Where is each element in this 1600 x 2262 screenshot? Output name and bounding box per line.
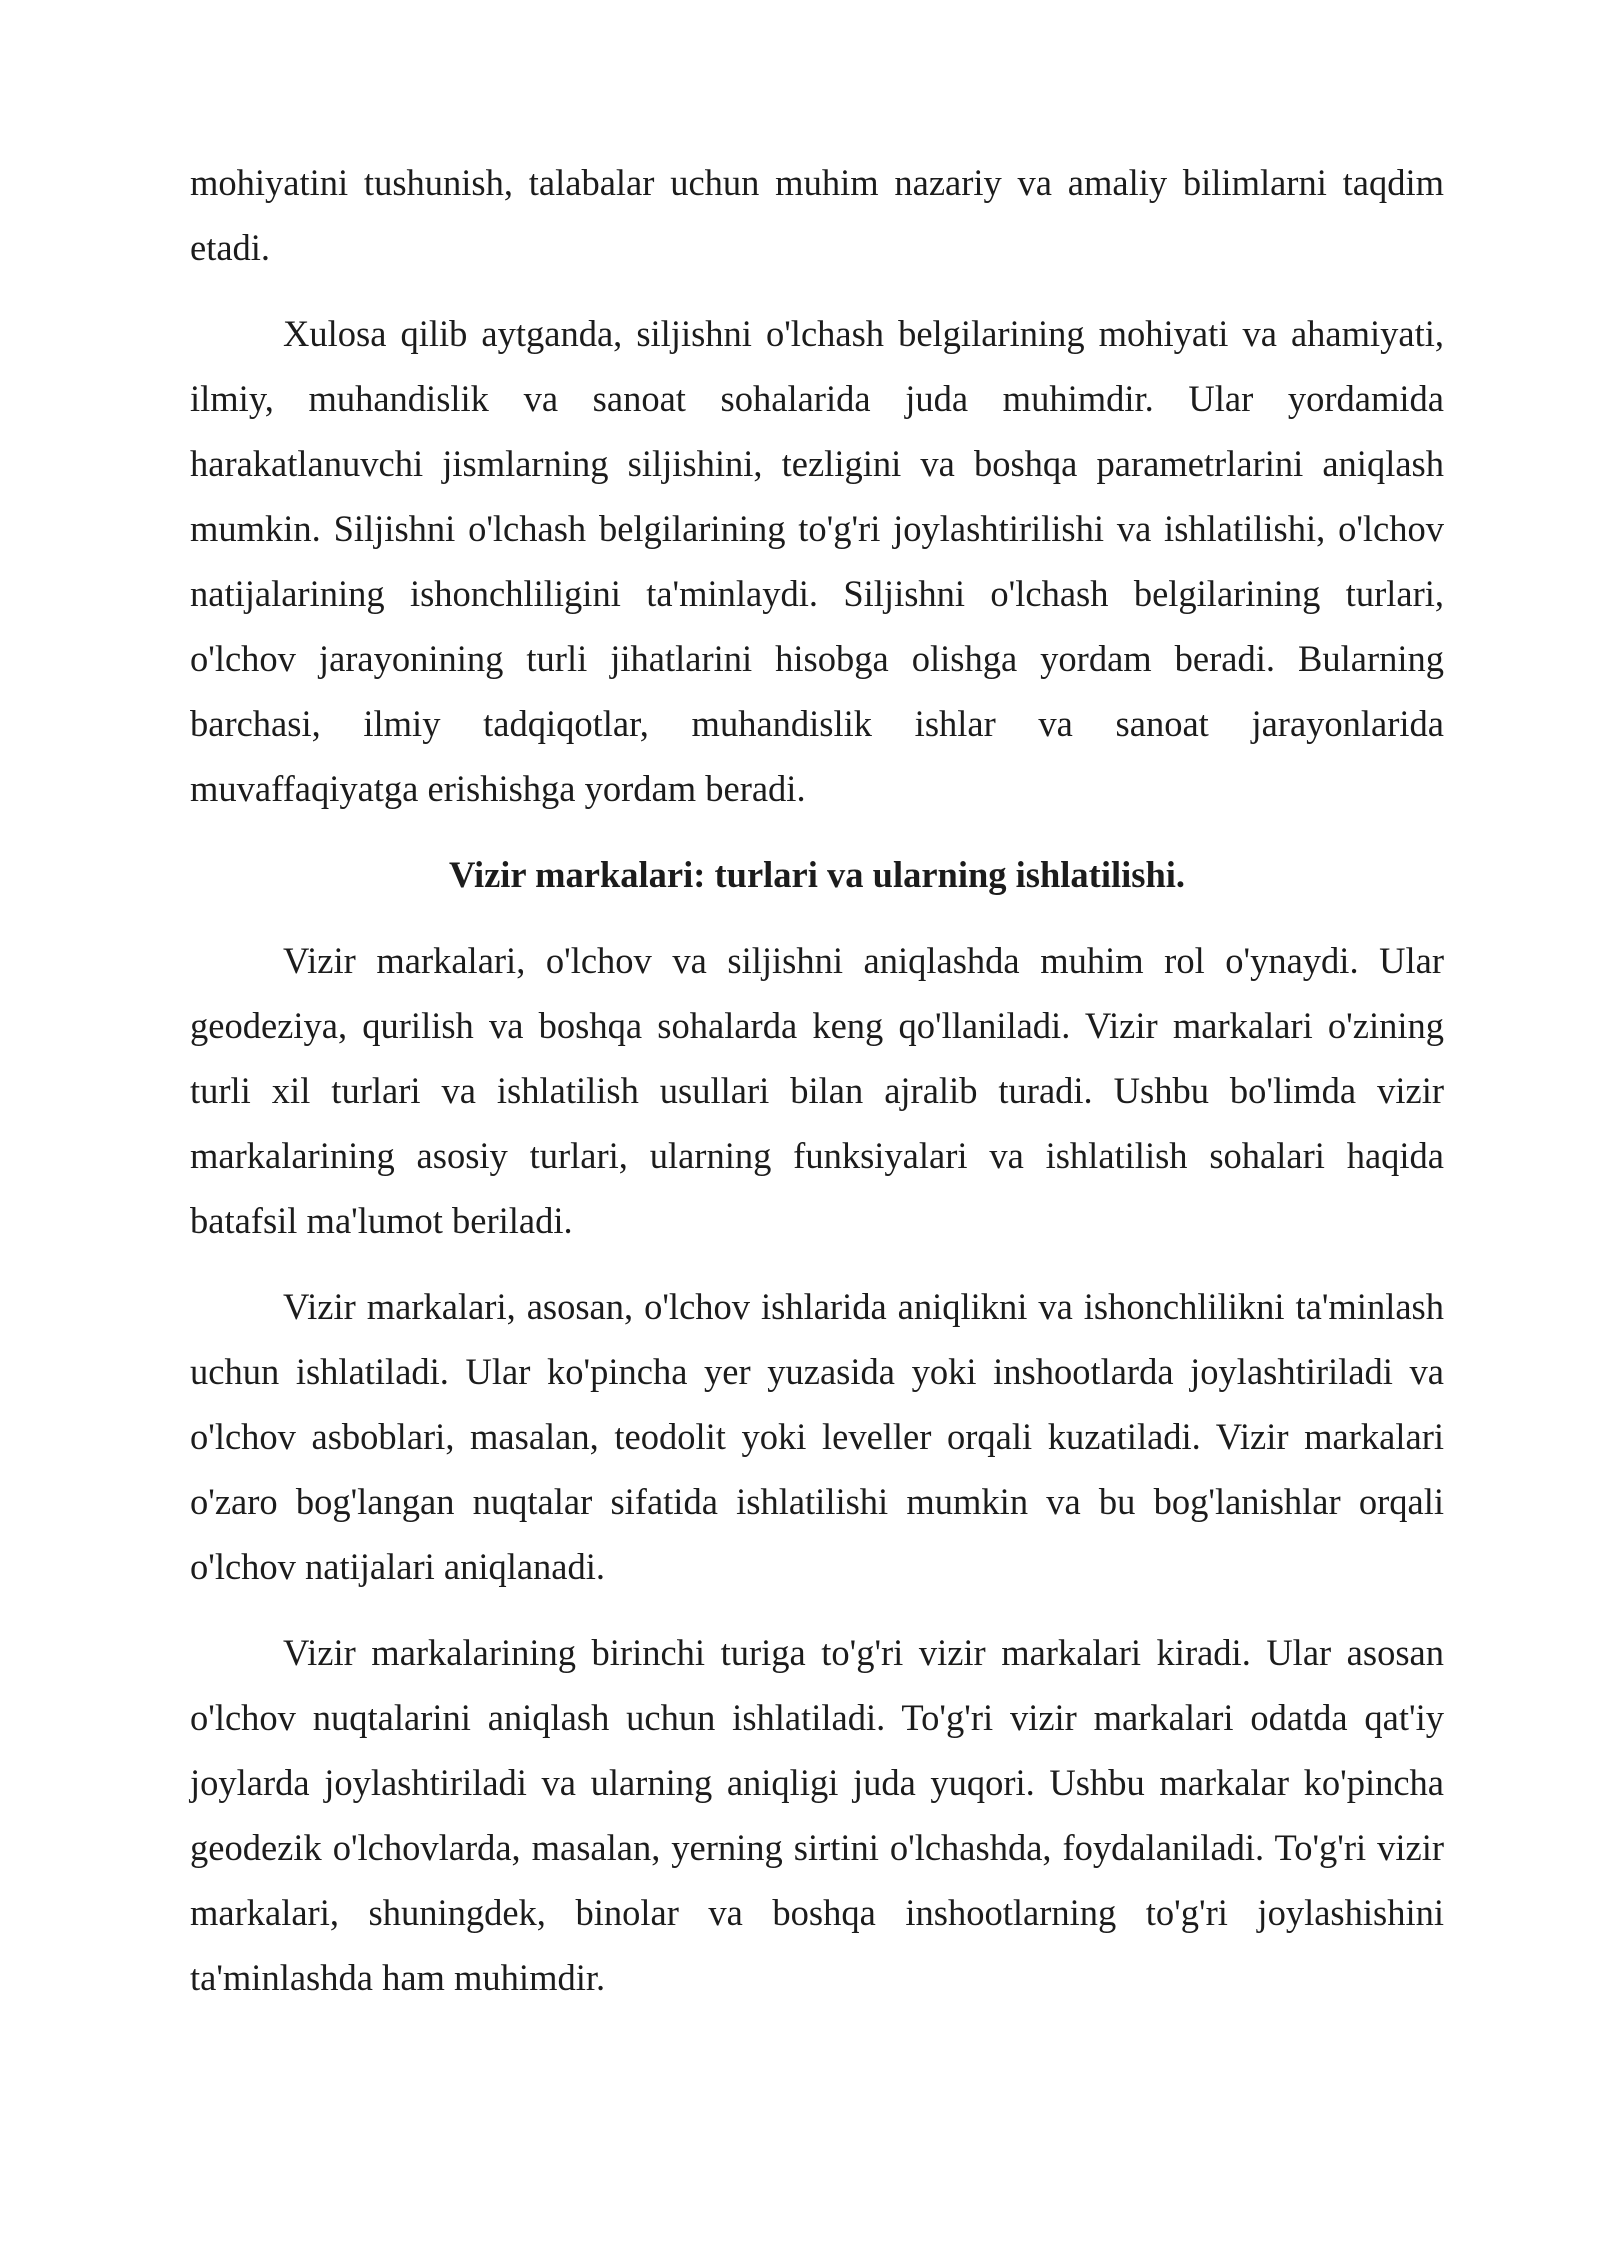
paragraph-continued: mohiyatini tushunish, talabalar uchun muhim nazariy va amaliy bilimlarni taqdim etadi. — [190, 162, 1444, 268]
section-heading: Vizir markalari: turlari va ularning ishlatilishi. — [448, 854, 1186, 895]
paragraph-conclusion: Xulosa qilib aytganda, siljishni o'lchash belgilarining mohiyati va ahamiyati, ilmiy, muhandislik va sanoat sohalarida juda muhimdir. Ular yordamida harakatlanuvchi jismlarning siljishini, tezligini va boshqa parametrlarini aniqlash mumkin. Siljishni o'lchash belgilarining to'g'ri joylashtirilishi va ishlatilishi, o'lchov natijalarining ishonchliligini ta'minlaydi. Siljishni o'lchash belgilarining turlari, o'lchov jarayonining turli jihatlarini hisobga olishga yordam beradi. Bularning barchasi, ilmiy tadqiqotlar, muhandislik ishlar va sanoat jarayonlarida muvaffaqiyatga erishishga yordam beradi. — [190, 313, 1444, 809]
paragraph: Vizir markalarining birinchi turiga to'g'ri vizir markalari kiradi. Ular asosan o'lchov nuqtalarini aniqlash uchun ishlatiladi. To'g'ri vizir markalari odatda qat'iy joylarda joylashtiriladi va ularning aniqligi juda yuqori. Ushbu markalar ko'pincha geodezik o'lchovlarda, masalan, yerning sirtini o'lchashda, foydalaniladi. To'g'ri vizir markalari, shuningdek, binolar va boshqa inshootlarning to'g'ri joylashishini ta'minlashda ham muhimdir. — [190, 1632, 1444, 1998]
document-body — [190, 150, 1444, 2031]
paragraph: Vizir markalari, o'lchov va siljishni aniqlashda muhim rol o'ynaydi. Ular geodeziya, qurilish va boshqa sohalarda keng qo'llaniladi. Vizir markalari o'zining turli xil turlari va ishlatilish usullari bilan ajralib turadi. Ushbu bo'limda vizir markalarining asosiy turlari, ularning funksiyalari va ishlatilish sohalari haqida batafsil ma'lumot beriladi. — [190, 940, 1444, 1241]
paragraph: Vizir markalari, asosan, o'lchov ishlarida aniqlikni va ishonchlilikni ta'minlash uchun ishlatiladi. Ular ko'pincha yer yuzasida yoki inshootlarda joylashtiriladi va o'lchov asboblari, masalan, teodolit yoki leveller orqali kuzatiladi. Vizir markalari o'zaro bog'langan nuqtalar sifatida ishlatilishi mumkin va bu bog'lanishlar orqali o'lchov natijalari aniqlanadi. — [190, 1286, 1444, 1587]
